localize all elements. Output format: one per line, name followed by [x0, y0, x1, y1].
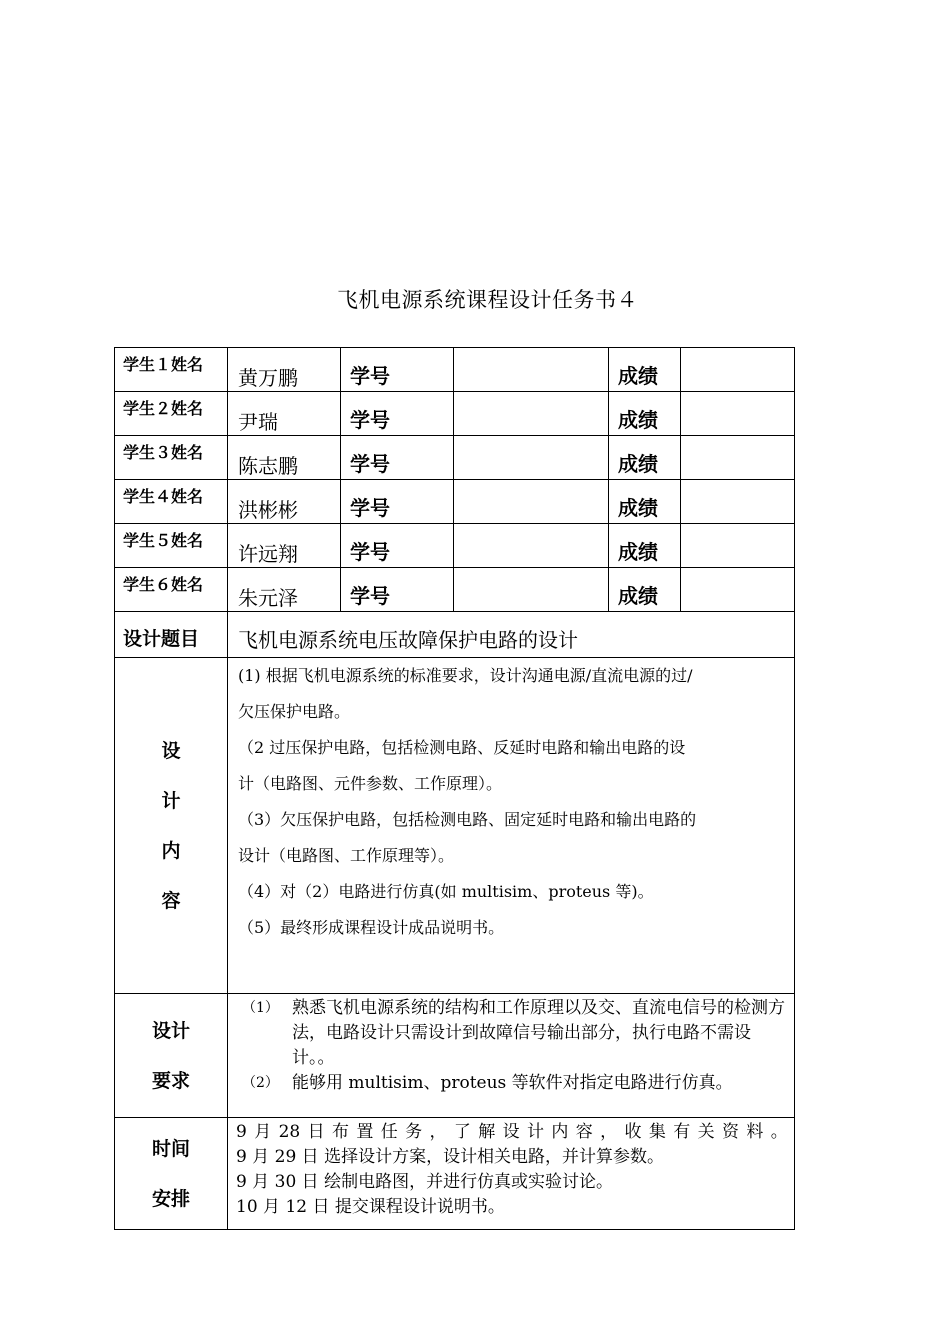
student-id-label: 学号: [341, 392, 454, 436]
student-name: 尹瑞: [228, 392, 341, 436]
schedule-fragment: 任: [380, 1122, 398, 1142]
content-label-char: 内: [161, 839, 181, 862]
requirements-row: [115, 994, 795, 1118]
content-line: (1) 根据飞机电源系统的标准要求，设计沟通电源/直流电源的过/: [238, 666, 693, 685]
task-table: [114, 347, 795, 1230]
student-name: 洪彬彬: [228, 480, 341, 524]
schedule-fragment: 了: [453, 1122, 471, 1142]
student-row: [115, 436, 795, 480]
requirements-label-stack: [115, 1006, 227, 1106]
topic-row: [115, 612, 795, 658]
student-row: [115, 568, 795, 612]
schedule-fragment: 容: [575, 1122, 593, 1142]
schedule-fragment: 9: [236, 1122, 247, 1142]
schedule-fragment: 28: [278, 1122, 301, 1142]
requirements-items: [228, 994, 795, 1118]
schedule-line-first: [236, 1120, 788, 1145]
content-line: 计（电路图、元件参数、工作原理）。: [238, 774, 503, 793]
requirement-text: 熟悉飞机电源系统的结构和工作原理以及交、直流电信号的检测方法，电路设计只需设计到故障信号输出部分，执行电路不需设计。。: [292, 998, 785, 1068]
document-title: 飞机电源系统课程设计任务书４: [337, 288, 638, 312]
requirements-label-line: 设计: [151, 1019, 190, 1042]
schedule-fragment: 资: [721, 1122, 739, 1142]
grade-label: 成绩: [609, 348, 681, 392]
student-id-value[interactable]: [454, 392, 609, 436]
student-id-value[interactable]: [454, 348, 609, 392]
schedule-line: 9 月 30 日 绘制电路图，并进行仿真或实验讨论。: [236, 1172, 614, 1192]
content-label: [115, 658, 228, 994]
content-label-char: 设: [161, 739, 181, 762]
student-row: [115, 392, 795, 436]
student-label: 学生６姓名: [115, 568, 228, 612]
schedule-label-stack: [115, 1124, 227, 1224]
schedule-fragment: 关: [697, 1122, 715, 1142]
requirement-item: [242, 996, 786, 1071]
student-id-label: 学号: [341, 524, 454, 568]
schedule-fragment: ，: [429, 1122, 447, 1142]
student-row: [115, 524, 795, 568]
content-line: （4）对（2）电路进行仿真(如 multisim、proteus 等)。: [238, 882, 654, 901]
student-id-label: 学号: [341, 436, 454, 480]
content-lines: [228, 658, 795, 994]
schedule-fragment: 解: [478, 1122, 496, 1142]
student-label: 学生２姓名: [115, 392, 228, 436]
student-row: [115, 348, 795, 392]
content-row: [115, 658, 795, 994]
requirements-label: [115, 994, 228, 1118]
schedule-lines: [228, 1118, 795, 1230]
schedule-fragment: 内: [551, 1122, 569, 1142]
requirement-text: 能够用 multisim、proteus 等软件对指定电路进行仿真。: [292, 1073, 733, 1093]
student-label: 学生５姓名: [115, 524, 228, 568]
schedule-fragment: 务: [405, 1122, 423, 1142]
content-line: 设计（电路图、工作原理等）。: [238, 846, 455, 865]
requirements-label-line: 要求: [151, 1069, 190, 1092]
grade-value[interactable]: [681, 524, 795, 568]
schedule-label: [115, 1118, 228, 1230]
content-label-char: 计: [161, 789, 181, 812]
schedule-line: 9 月 29 日 选择设计方案，设计相关电路，并计算参数。: [236, 1147, 665, 1167]
grade-value[interactable]: [681, 436, 795, 480]
student-label: 学生１姓名: [115, 348, 228, 392]
schedule-fragment: 布: [331, 1122, 349, 1142]
grade-label: 成绩: [609, 480, 681, 524]
schedule-fragment: 计: [526, 1122, 544, 1142]
student-name: 朱元泽: [228, 568, 341, 612]
student-id-value[interactable]: [454, 436, 609, 480]
grade-label: 成绩: [609, 436, 681, 480]
schedule-label-line: 时间: [151, 1137, 190, 1160]
grade-label: 成绩: [609, 568, 681, 612]
student-id-label: 学号: [341, 348, 454, 392]
schedule-fragment: 集: [648, 1122, 666, 1142]
grade-value[interactable]: [681, 480, 795, 524]
schedule-fragment: 月: [254, 1122, 272, 1142]
student-id-value[interactable]: [454, 568, 609, 612]
grade-value[interactable]: [681, 348, 795, 392]
student-label: 学生３姓名: [115, 436, 228, 480]
schedule-fragment: 置: [356, 1122, 374, 1142]
content-label-stack: [115, 726, 227, 926]
requirement-item: [242, 1071, 786, 1096]
topic-value: 飞机电源系统电压故障保护电路的设计: [228, 612, 795, 658]
requirement-number: （2）: [242, 1075, 279, 1091]
student-id-label: 学号: [341, 568, 454, 612]
schedule-fragment: 设: [502, 1122, 520, 1142]
schedule-fragment: ，: [600, 1122, 618, 1142]
schedule-label-line: 安排: [151, 1187, 190, 1210]
content-line: （3）欠压保护电路，包括检测电路、固定延时电路和输出电路的: [238, 810, 697, 829]
topic-label: 设计题目: [115, 612, 228, 658]
schedule-line: 10 月 12 日 提交课程设计说明书。: [236, 1197, 505, 1217]
student-name: 许远翔: [228, 524, 341, 568]
student-name: 黄万鹏: [228, 348, 341, 392]
schedule-fragment: 收: [624, 1122, 642, 1142]
student-rows: [115, 348, 795, 612]
schedule-fragment: 日: [307, 1122, 325, 1142]
content-line: （5）最终形成课程设计成品说明书。: [238, 918, 505, 937]
schedule-row: [115, 1118, 795, 1230]
student-row: [115, 480, 795, 524]
student-name: 陈志鹏: [228, 436, 341, 480]
schedule-fragment: 料: [746, 1122, 764, 1142]
content-label-char: 容: [161, 889, 181, 912]
grade-value[interactable]: [681, 568, 795, 612]
student-label: 学生４姓名: [115, 480, 228, 524]
requirement-number: （1）: [242, 1000, 279, 1016]
schedule-fragment: 。: [770, 1122, 788, 1142]
content-line: 欠压保护电路。: [238, 702, 351, 721]
grade-label: 成绩: [609, 524, 681, 568]
student-id-label: 学号: [341, 480, 454, 524]
grade-label: 成绩: [609, 392, 681, 436]
student-id-value[interactable]: [454, 480, 609, 524]
student-id-value[interactable]: [454, 524, 609, 568]
schedule-fragment: 有: [673, 1122, 691, 1142]
content-line: （2 过压保护电路，包括检测电路、反延时电路和输出电路的设: [238, 738, 686, 757]
grade-value[interactable]: [681, 392, 795, 436]
